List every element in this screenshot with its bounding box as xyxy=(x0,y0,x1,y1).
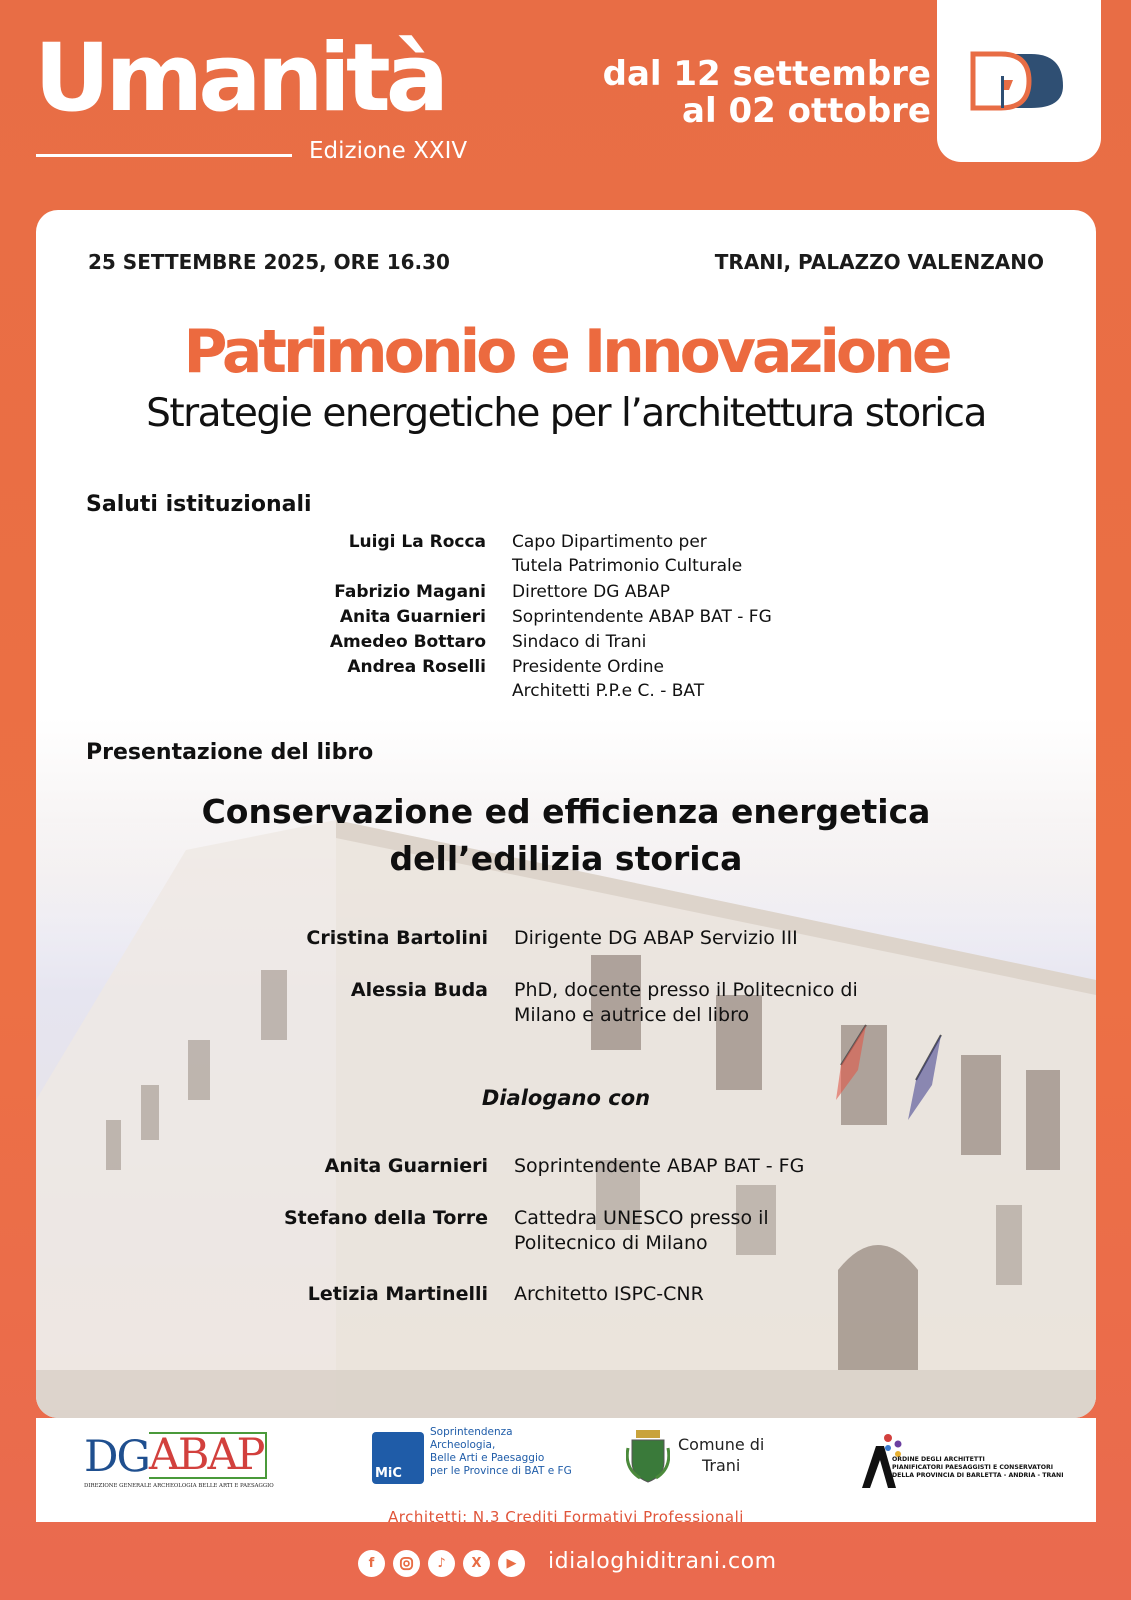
speaker-row xyxy=(36,530,742,578)
festival-edition: Edizione XXIV xyxy=(309,138,468,164)
discussant-role: Soprintendente ABAP BAT - FG xyxy=(514,1155,805,1177)
festival-dates xyxy=(603,56,931,129)
speaker-role-line: Presidente Ordine xyxy=(512,657,664,677)
discussant-role: Cattedra UNESCO presso il Politecnico di Milano xyxy=(514,1207,769,1254)
title-divider xyxy=(36,154,292,157)
instagram-icon[interactable] xyxy=(393,1550,420,1577)
mic-icon xyxy=(372,1432,424,1484)
discussant-name: Stefano della Torre xyxy=(284,1207,488,1229)
dgabap-dg: DG xyxy=(84,1432,149,1482)
event-date-time: 25 SETTEMBRE 2025, ORE 16.30 xyxy=(88,250,450,274)
x-icon[interactable]: X xyxy=(463,1550,490,1577)
speaker-name: Amedeo Bottaro xyxy=(329,632,486,652)
discussant-row xyxy=(36,1154,874,1179)
event-card xyxy=(36,210,1096,1418)
speaker-role xyxy=(512,655,704,703)
dialog-label: Dialogano con xyxy=(481,1086,651,1110)
discussant-row xyxy=(36,1206,854,1256)
book-title-line: dell’edilizia storica xyxy=(389,839,743,878)
ordine-architetti-logo[interactable] xyxy=(858,1432,1064,1492)
partners-band xyxy=(36,1418,1096,1522)
discussant-name: Letizia Martinelli xyxy=(307,1283,488,1305)
soprintendenza-logo[interactable] xyxy=(372,1426,588,1490)
presenter-role: PhD, docente presso il Politecnico di Milano e autrice del libro xyxy=(514,979,858,1026)
dialoghi-di-trani-logo-icon xyxy=(969,46,1069,116)
dgabap-abap: ABAP xyxy=(149,1432,268,1479)
soprintendenza-name: Belle Arti e Paesaggio xyxy=(430,1452,545,1464)
speaker-role: Sindaco di Trani xyxy=(512,632,647,652)
facebook-icon[interactable]: f xyxy=(358,1550,385,1577)
speaker-name: Luigi La Rocca xyxy=(348,532,486,552)
speaker-role: Direttore DG ABAP xyxy=(512,582,670,602)
festival-logo[interactable] xyxy=(937,0,1101,162)
mic-label: MiC xyxy=(375,1466,402,1481)
presenter-row xyxy=(36,978,874,1028)
speaker-role-line: Architetti P.P.e C. - BAT xyxy=(512,681,705,701)
speaker-role-line: Tutela Patrimonio Culturale xyxy=(512,556,743,576)
professional-credits: Architetti: N.3 Crediti Formativi Professionali xyxy=(388,1508,744,1526)
youtube-icon[interactable]: ▶ xyxy=(498,1550,525,1577)
soprintendenza-name: Archeologia, xyxy=(430,1439,496,1451)
event-title: Patrimonio e Innovazione xyxy=(183,317,949,387)
discussant-name: Anita Guarnieri xyxy=(324,1155,488,1177)
book-title xyxy=(36,788,1096,882)
comune-name: Comune di xyxy=(678,1435,765,1454)
dates-line-1: dal 12 settembre xyxy=(602,54,931,94)
presenter-role: Dirigente DG ABAP Servizio III xyxy=(514,927,798,949)
greetings-heading: Saluti istituzionali xyxy=(86,492,312,517)
soprintendenza-name: per le Province di BAT e FG xyxy=(430,1465,572,1477)
tiktok-icon[interactable]: ♪ xyxy=(428,1550,455,1577)
book-title-line: Conservazione ed efficienza energetica xyxy=(201,792,931,831)
discussant-role: Architetto ISPC-CNR xyxy=(514,1283,704,1305)
speaker-name: Anita Guarnieri xyxy=(339,607,486,627)
ordine-name: PIANIFICATORI PAESAGGISTI E CONSERVATORI xyxy=(892,1464,1054,1471)
website-link[interactable]: idialoghiditrani.com xyxy=(548,1549,777,1574)
presenter-row xyxy=(36,926,874,951)
ordine-name: ORDINE DEGLI ARCHITETTI xyxy=(892,1456,985,1463)
ordine-name: DELLA PROVINCIA DI BARLETTA - ANDRIA - TRANI xyxy=(892,1472,1064,1479)
event-subtitle: Strategie energetiche per l’architettura storica xyxy=(146,391,986,436)
speaker-role-line: Capo Dipartimento per xyxy=(512,532,707,552)
comune-di-trani-logo[interactable] xyxy=(626,1428,786,1488)
presenter-name: Cristina Bartolini xyxy=(306,927,488,949)
dgabap-caption: DIREZIONE GENERALE ARCHEOLOGIA BELLE ARTI E PAESAGGIO xyxy=(84,1483,274,1489)
speaker-name: Fabrizio Magani xyxy=(334,582,486,602)
speaker-role: Soprintendente ABAP BAT - FG xyxy=(512,607,772,627)
dates-line-2: al 02 ottobre xyxy=(682,90,931,131)
festival-title: Umanità xyxy=(34,24,445,133)
discussant-row xyxy=(36,1282,874,1307)
speaker-row xyxy=(36,605,772,629)
social-links xyxy=(358,1550,525,1577)
speaker-row xyxy=(36,655,704,703)
speaker-row xyxy=(36,630,646,654)
coat-of-arms-icon xyxy=(626,1428,670,1484)
soprintendenza-name: Soprintendenza xyxy=(430,1426,513,1438)
presenter-name: Alessia Buda xyxy=(350,979,488,1001)
book-heading: Presentazione del libro xyxy=(86,740,374,765)
speaker-row xyxy=(36,580,670,604)
dgabap-logo[interactable] xyxy=(84,1432,300,1489)
comune-name: Trani xyxy=(701,1456,741,1475)
palazzo-valenzano-photo xyxy=(36,810,1096,1418)
speaker-role xyxy=(512,530,742,578)
event-location: TRANI, PALAZZO VALENZANO xyxy=(714,250,1044,274)
speaker-name: Andrea Roselli xyxy=(347,657,486,677)
